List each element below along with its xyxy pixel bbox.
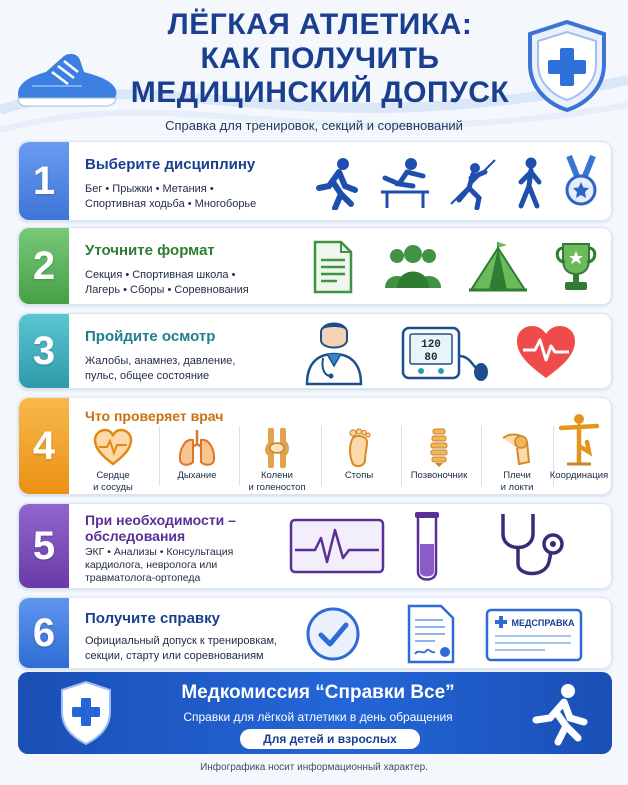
heart-icon bbox=[93, 428, 133, 468]
step-card-5 bbox=[18, 503, 612, 589]
divider bbox=[401, 426, 402, 486]
step-title: Получите справку bbox=[85, 610, 221, 627]
balance-icon bbox=[557, 412, 601, 468]
description-line: Лагерь • Сборы • Соревнования bbox=[85, 284, 249, 296]
organ-heart bbox=[77, 428, 149, 494]
knee-icon bbox=[257, 428, 297, 468]
heart-pulse-icon bbox=[515, 324, 577, 382]
lungs-icon bbox=[177, 428, 217, 468]
step-description bbox=[85, 182, 256, 212]
trophy-icon bbox=[553, 240, 599, 294]
bp-systolic: 120 bbox=[421, 339, 441, 351]
description-line: Жалобы, анамнез, давление, bbox=[85, 355, 236, 367]
step-number-badge: 1 bbox=[19, 142, 69, 220]
certificate-label: МЕДСПРАВКА bbox=[511, 618, 575, 628]
organ-foot bbox=[323, 428, 395, 482]
organ-label: и сосуды bbox=[93, 482, 133, 493]
step-number-badge: 4 bbox=[19, 398, 69, 494]
test-tube-icon bbox=[413, 510, 441, 584]
medical-shield-icon bbox=[524, 18, 610, 114]
banner-title: Медкомиссия “Справки Все” bbox=[181, 682, 455, 703]
bp-diastolic: 80 bbox=[424, 352, 438, 364]
step-number-badge: 6 bbox=[19, 598, 69, 668]
step-title: Уточните формат bbox=[85, 242, 215, 259]
description-line: травматолога-ортопеда bbox=[85, 572, 201, 584]
footer-disclaimer: Инфографика носит информационный характер. bbox=[200, 762, 428, 773]
step-number-badge: 3 bbox=[19, 314, 69, 388]
organ-label: Координация bbox=[549, 470, 609, 481]
divider bbox=[321, 426, 322, 486]
divider bbox=[239, 426, 240, 486]
step-title: Выберите дисциплину bbox=[85, 156, 256, 173]
race-walker-icon bbox=[509, 156, 551, 210]
organ-label: Позвоночник bbox=[410, 470, 468, 481]
step-card-6 bbox=[18, 597, 612, 669]
organ-label: Дыхание bbox=[177, 470, 217, 481]
organ-label: Сердце bbox=[96, 470, 130, 481]
step-card-4 bbox=[18, 397, 612, 495]
step-title: Пройдите осмотр bbox=[85, 328, 216, 345]
shoulder-icon bbox=[497, 428, 537, 468]
organ-label: и голеностоп bbox=[248, 482, 306, 493]
step-title bbox=[85, 512, 236, 544]
medical-certificate-icon bbox=[485, 608, 583, 662]
organ-label: Стопы bbox=[344, 470, 374, 481]
running-shoe-icon bbox=[12, 42, 122, 112]
description-line: Спортивная ходьба • Многоборье bbox=[85, 198, 257, 210]
step-number-badge: 2 bbox=[19, 228, 69, 304]
divider bbox=[159, 426, 160, 486]
spine-icon bbox=[419, 428, 459, 468]
foot-icon bbox=[339, 428, 379, 468]
description-line: пульс, общее состояние bbox=[85, 370, 210, 382]
step-card-1 bbox=[18, 141, 612, 221]
step-title: Что проверяет врач bbox=[85, 408, 224, 424]
step-card-3 bbox=[18, 313, 612, 389]
step-description bbox=[85, 354, 235, 384]
page-title bbox=[120, 8, 520, 110]
checkmark-icon bbox=[305, 606, 361, 662]
title-line: КАК ПОЛУЧИТЬ bbox=[200, 42, 440, 75]
title-line: При необходимости – bbox=[85, 512, 236, 528]
step-description bbox=[85, 268, 249, 298]
organ-label: и локти bbox=[500, 482, 534, 493]
medical-shield-icon bbox=[58, 680, 114, 746]
document-icon bbox=[311, 240, 355, 294]
step-description bbox=[85, 546, 233, 585]
header bbox=[0, 0, 628, 140]
description-line: кардиолога, невролога или bbox=[85, 559, 218, 571]
title-line: МЕДИЦИНСКИЙ ДОПУСК bbox=[130, 76, 510, 109]
organ-label: Колени bbox=[261, 470, 293, 481]
stethoscope-icon bbox=[495, 512, 569, 582]
runner-icon bbox=[311, 156, 361, 210]
organ-knee bbox=[241, 428, 313, 494]
description-line: секции, старту или соревнованиям bbox=[85, 650, 264, 662]
signed-document-icon bbox=[405, 604, 457, 664]
organ-spine bbox=[403, 428, 475, 482]
banner-subtitle: Справки для лёгкой атлетики в день обращения bbox=[183, 710, 453, 724]
step-description bbox=[85, 634, 277, 664]
ecg-icon bbox=[289, 518, 385, 574]
group-icon bbox=[383, 244, 443, 290]
title-line: ЛЁГКАЯ АТЛЕТИКА: bbox=[167, 8, 473, 41]
organ-lungs bbox=[161, 428, 233, 482]
page-subtitle: Справка для тренировок, секций и соревнований bbox=[165, 118, 463, 133]
description-line: Бег • Прыжки • Метания • bbox=[85, 183, 214, 195]
title-line: обследования bbox=[85, 528, 186, 544]
description-line: Официальный допуск к тренировкам, bbox=[85, 635, 278, 647]
organ-label: Плечи bbox=[503, 470, 531, 481]
doctor-icon bbox=[303, 318, 365, 386]
clinic-banner bbox=[18, 672, 612, 754]
step-card-2 bbox=[18, 227, 612, 305]
hurdler-icon bbox=[377, 156, 433, 210]
description-line: ЭКГ • Анализы • Консультация bbox=[85, 546, 234, 558]
tent-icon bbox=[469, 240, 527, 294]
javelin-thrower-icon bbox=[447, 156, 497, 210]
medal-icon bbox=[563, 154, 599, 210]
description-line: Секция • Спортивная школа • bbox=[85, 269, 236, 281]
runner-icon bbox=[526, 682, 590, 746]
audience-badge: Для детей и взрослых bbox=[240, 729, 420, 749]
organ-coordination bbox=[543, 412, 615, 482]
step-number-badge: 5 bbox=[19, 504, 69, 588]
blood-pressure-monitor-icon bbox=[401, 326, 491, 382]
